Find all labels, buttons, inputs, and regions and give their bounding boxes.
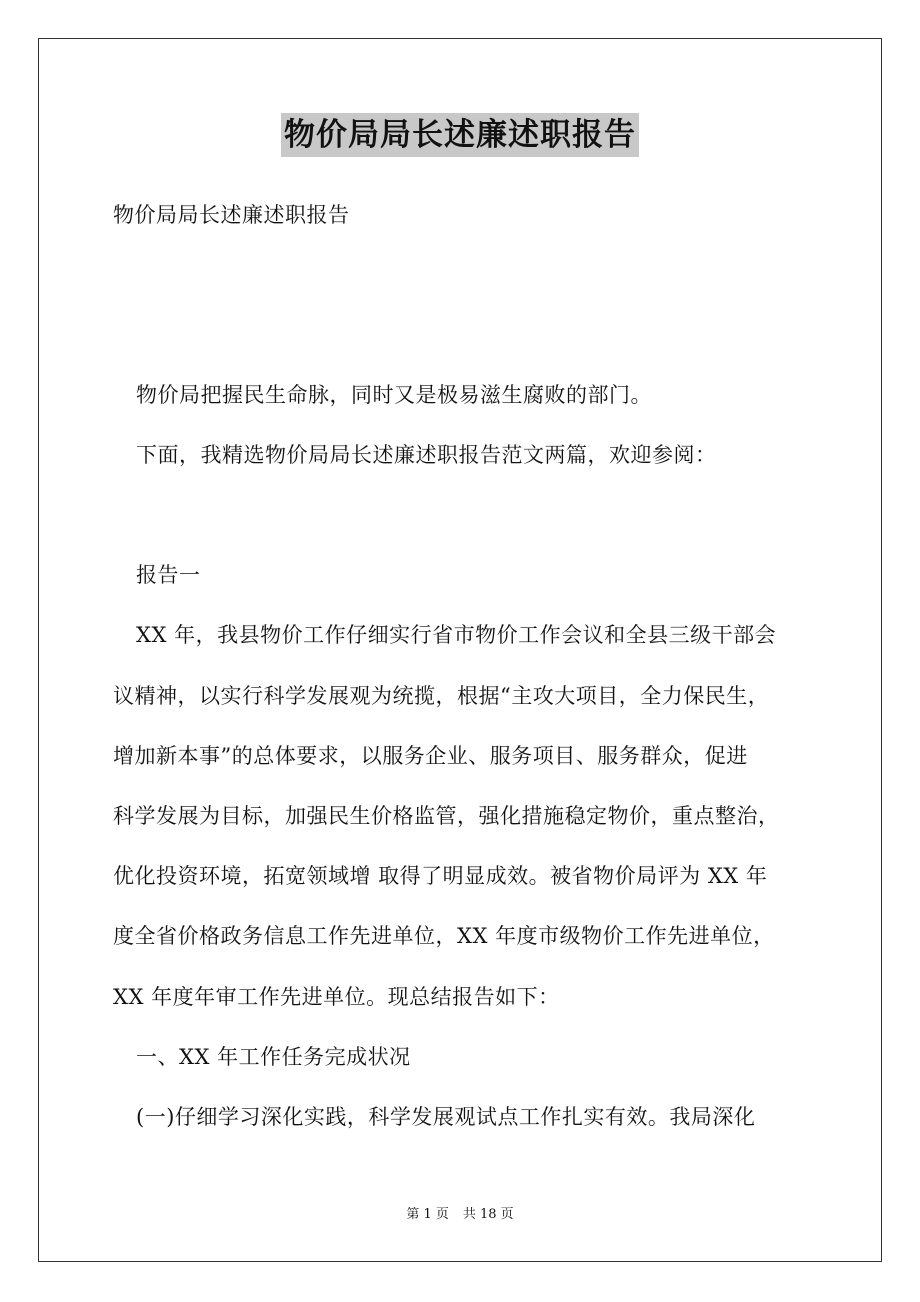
document-subtitle: 物价局局长述廉述职报告 — [113, 203, 350, 227]
section-heading: 一、XX 年工作任务完成状况 — [136, 1045, 411, 1069]
paragraph-line: 物价局把握民生命脉，同时又是极易滋生腐败的部门。 — [136, 383, 652, 407]
document-title: 物价局局长述廉述职报告 — [281, 113, 639, 157]
paragraph-line: 科学发展为目标，加强民生价格监管，强化措施稳定物价，重点整治， — [113, 804, 780, 828]
paragraph-line: (一)仔细学习深化实践，科学发展观试点工作扎实有效。我局深化 — [136, 1105, 756, 1129]
paragraph-line: 下面，我精选物价局局长述廉述职报告范文两篇，欢迎参阅： — [136, 443, 717, 467]
paragraph-line: XX 年，我县物价工作仔细实行省市物价工作会议和全县三级干部会 — [136, 623, 777, 647]
section-heading-report-one: 报告一 — [136, 563, 201, 587]
paragraph-line: 增加新本事”的总体要求，以服务企业、服务项目、服务群众，促进 — [113, 744, 748, 768]
page-number: 第 1 页 — [406, 1207, 449, 1222]
paragraph-line: 议精神，以实行科学发展观为统揽，根据“主攻大项目，全力保民生， — [113, 684, 770, 708]
page-total: 共 18 页 — [462, 1207, 514, 1222]
page-footer — [0, 1206, 920, 1224]
paragraph-line: 优化投资环境，拓宽领域增 取得了明显成效。被省物价局评为 XX 年 — [113, 864, 768, 888]
paragraph-line: XX 年度年审工作先进单位。现总结报告如下： — [113, 985, 560, 1009]
paragraph-line: 度全省价格政务信息工作先进单位，XX 年度市级物价工作先进单位， — [113, 924, 775, 948]
document-title-block — [0, 113, 920, 157]
